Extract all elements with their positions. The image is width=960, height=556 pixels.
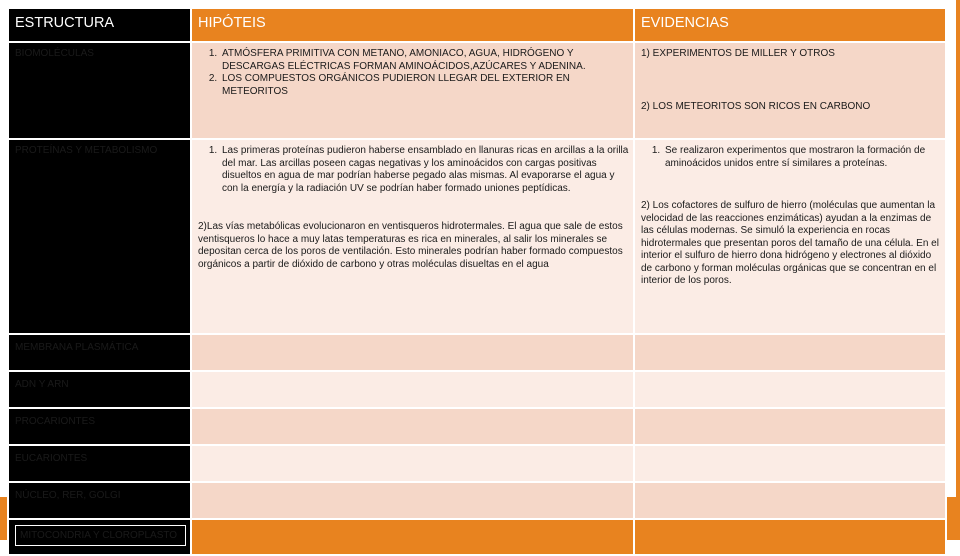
row-label-membrana: MEMBRANA PLASMÁTICA (8, 334, 191, 371)
row-adn (8, 371, 946, 408)
hipoteis-item: 1. Las primeras proteínas pudieron haberse ensamblado en llanuras ricas en arcillas a la orilla del mar. Las arcillas poseen cagas negativas y los aminoácidos con cargas positivas disueltos en agua de mar podrían haberse pegado alas mismas. Al evaporarse el agua y con la energía y la radiación UV se podrían haber formado uniones peptídicas. (220, 145, 629, 195)
cell-hipoteis-membrana[interactable] (191, 334, 634, 371)
hipoteis-item: 2. LOS COMPUESTOS ORGÁNICOS PUDIERON LLEGAR DEL EXTERIOR EN METEORITOS (220, 73, 629, 98)
evidencias-list (641, 145, 941, 170)
right-edge-accent (956, 0, 960, 540)
evidencia-text: 2) LOS METEORITOS SON RICOS EN CARBONO (641, 100, 871, 112)
cell-hipoteis-procariontes[interactable] (191, 408, 634, 445)
header-row (8, 8, 946, 42)
cell-evidencias-procariontes[interactable] (634, 408, 946, 445)
header-hipoteis: HIPÓTEIS (191, 8, 634, 42)
evidencia-text: 1) EXPERIMENTOS DE MILLER Y OTROS (641, 48, 835, 59)
row-label-proteinas: PROTEÍNAS Y METABOLISMO (8, 139, 191, 334)
cell-hipoteis-nucleo[interactable] (191, 482, 634, 519)
cell-evidencias-adn[interactable] (634, 371, 946, 408)
cell-evidencias-proteinas (634, 139, 946, 334)
cell-evidencias-membrana[interactable] (634, 334, 946, 371)
row-mitocondria (8, 519, 946, 555)
cell-hipoteis-adn[interactable] (191, 371, 634, 408)
row-proteinas (8, 139, 946, 334)
row-label-biomoleculas: BIOMOLÉCULAS (8, 42, 191, 139)
cell-hipoteis-biomoleculas (191, 42, 634, 139)
row-label-mitocondria: MITOCONDRIA Y CLOROPLASTO (15, 525, 186, 546)
row-procariontes (8, 408, 946, 445)
cell-hipoteis-proteinas (191, 139, 634, 334)
hipoteis-list (198, 48, 629, 98)
row-label-eucariontes: EUCARIONTES (8, 445, 191, 482)
row-label-procariontes: PROCARIONTES (8, 408, 191, 445)
row-label-nucleo: NÚCLEO, RER, GOLGI (8, 482, 191, 519)
row-biomoleculas (8, 42, 946, 139)
header-evidencias: EVIDENCIAS (634, 8, 946, 42)
cell-hipoteis-mitocondria[interactable] (191, 519, 634, 555)
cell-evidencias-nucleo[interactable] (634, 482, 946, 519)
hipoteis-list (198, 145, 629, 195)
hipoteis-paragraph: 2)Las vías metabólicas evolucionaron en ventisqueros hidrotermales. El agua que sale de estos ventisqueros lo hace a muy latas temperaturas es rica en minerales, al salir los minerales se depositan cerca de los poros de ventilación. Esto minerales podrían haber formado compuestos orgánicos a partir de dióxido de carbono y otras moléculas disueltas en el agua (198, 221, 623, 270)
row-eucariontes (8, 445, 946, 482)
cell-evidencias-eucariontes[interactable] (634, 445, 946, 482)
row-nucleo (8, 482, 946, 519)
evidencia-paragraph: 2) Los cofactores de sulfuro de hierro (moléculas que aumentan la velocidad de las reacciones enzimáticas) ayudan a la enzimas de las células modernas. Se simuló la experiencia en rocas hidrotermales que presentan poros del tamaño de una célula. En el interior el sulfuro de hierro dona hidrógeno y electrones al dióxido de carbono y forman moléculas orgánicas que se concentran en el interior de los poros. (641, 200, 939, 286)
cell-evidencias-mitocondria[interactable] (634, 519, 946, 555)
origins-table (7, 7, 947, 556)
row-label-mitocondria-cell (8, 519, 191, 555)
header-estructura: ESTRUCTURA (8, 8, 191, 42)
row-membrana (8, 334, 946, 371)
cell-evidencias-biomoleculas (634, 42, 946, 139)
cell-hipoteis-eucariontes[interactable] (191, 445, 634, 482)
hipoteis-item: 1. ATMÓSFERA PRIMITIVA CON METANO, AMONIACO, AGUA, HIDRÓGENO Y DESCARGAS ELÉCTRICAS FORMAN AMINOÁCIDOS,AZÚCARES Y ADENINA. (220, 48, 629, 73)
evidencia-item: 1. Se realizaron experimentos que mostraron la formación de aminoácidos unidos entre sí similares a proteínas. (663, 145, 941, 170)
row-label-adn: ADN Y ARN (8, 371, 191, 408)
